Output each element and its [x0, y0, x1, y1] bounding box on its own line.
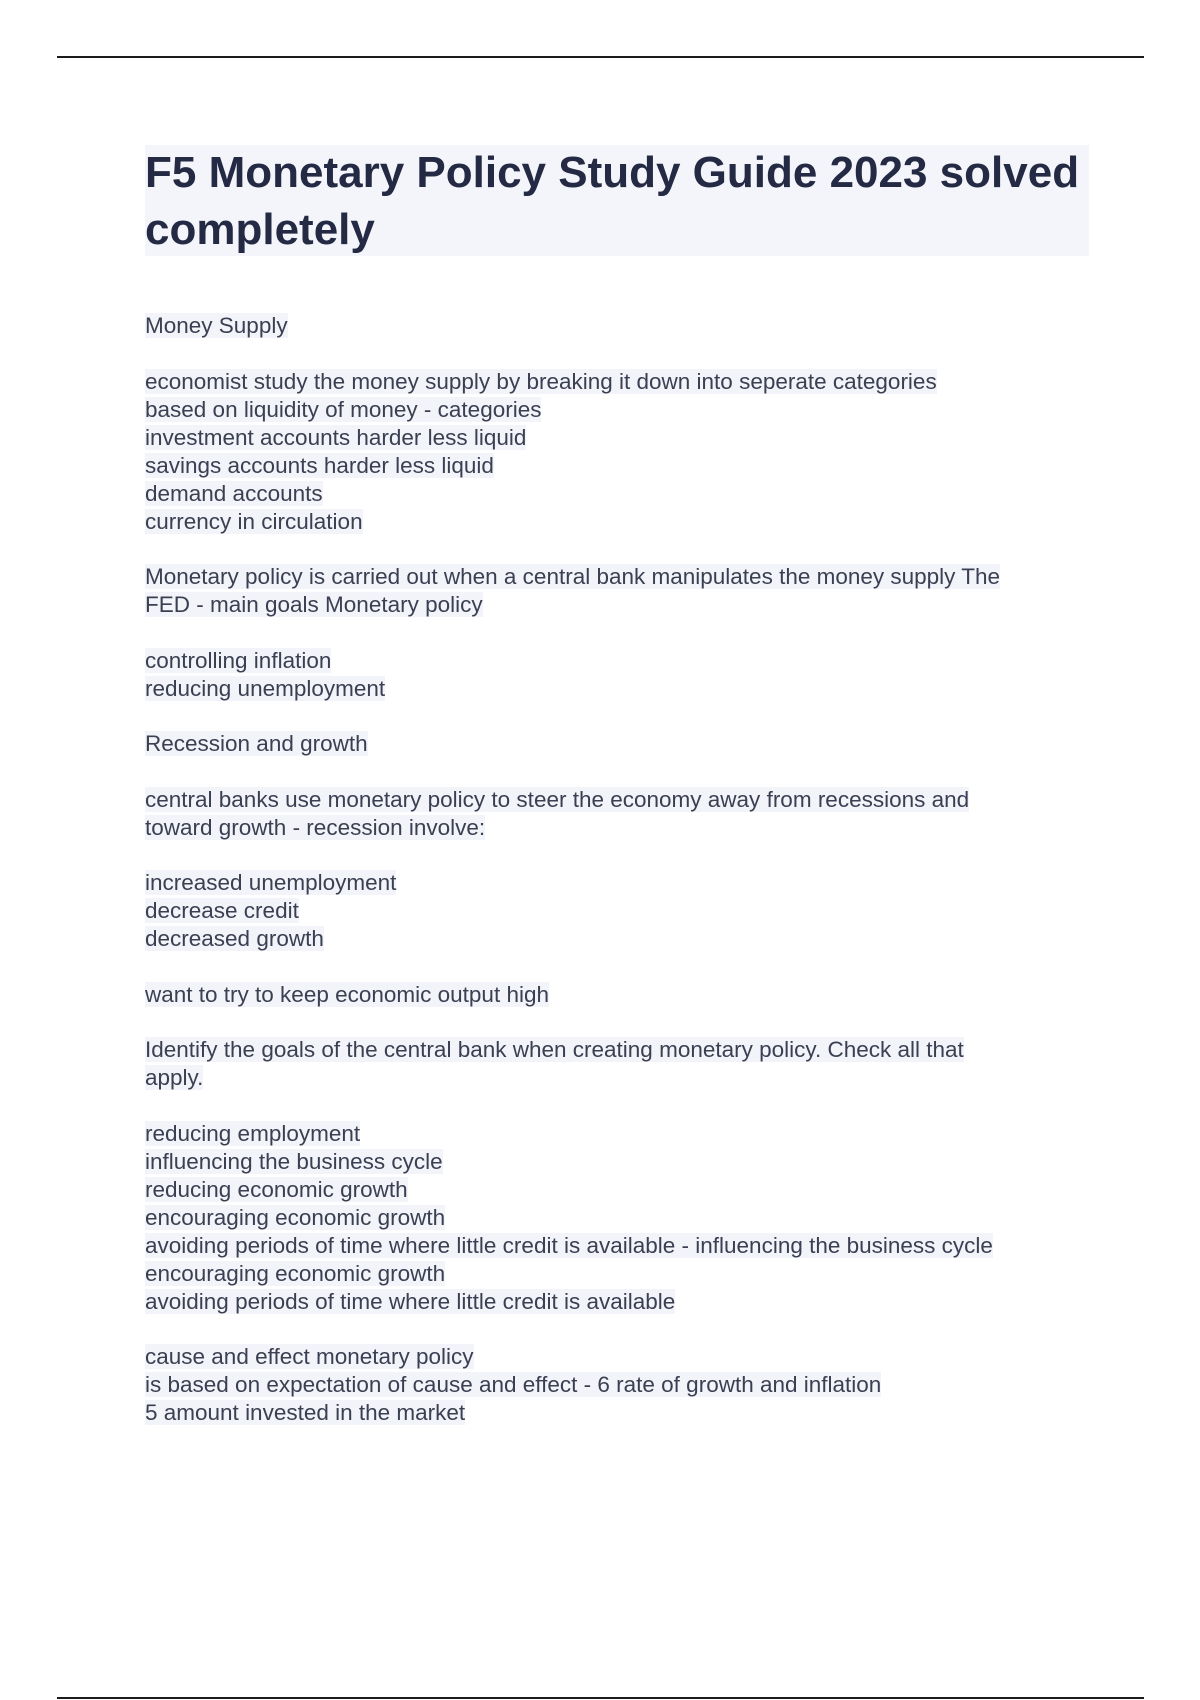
text-line: cause and effect monetary policy — [145, 1344, 474, 1369]
text-line: Identify the goals of the central bank when creating monetary policy. Check all that — [145, 1037, 964, 1062]
text-line: Recession and growth — [145, 731, 368, 756]
text-line: reducing unemployment — [145, 675, 386, 701]
answer-money-supply — [145, 368, 1089, 536]
text-line: reducing economic growth — [145, 1176, 408, 1202]
text-line: decreased growth — [145, 926, 324, 951]
text-line: controlling inflation — [145, 647, 332, 673]
text-line: currency in circulation — [145, 508, 363, 534]
text-line: increased unemployment — [145, 870, 397, 895]
text-line: economist study the money supply by breaking it down into seperate categories — [145, 368, 937, 394]
top-rule — [57, 56, 1144, 58]
text-line: Monetary policy is carried out when a central bank manipulates the money supply The — [145, 564, 1001, 589]
answer-recession — [145, 869, 1089, 953]
text-line: Money Supply — [145, 313, 288, 338]
text-line: savings accounts harder less liquid — [145, 452, 494, 478]
text-line: want to try to keep economic output high — [145, 981, 549, 1007]
text-line: FED - main goals Monetary policy — [145, 592, 483, 617]
text-line: based on liquidity of money - categories — [145, 396, 542, 422]
text-line: toward growth - recession involve: — [145, 814, 486, 840]
text-line: influencing the business cycle — [145, 1148, 443, 1174]
document-body — [145, 312, 1089, 1455]
text-line: encouraging economic growth — [145, 1204, 446, 1230]
question-money-supply — [145, 312, 1089, 340]
question-monetary-policy — [145, 563, 1089, 619]
question-recession-growth — [145, 730, 1089, 758]
text-line: reducing employment — [145, 1120, 361, 1146]
question-central-banks — [145, 786, 1089, 842]
text-line: central banks use monetary policy to steer the economy away from recessions and — [145, 786, 970, 812]
text-line: encouraging economic growth — [145, 1260, 446, 1286]
answer-identify-goals — [145, 1120, 1089, 1316]
text-line: is based on expectation of cause and effect - 6 rate of growth and inflation — [145, 1372, 882, 1397]
text-line: decrease credit — [145, 898, 299, 923]
answer-monetary-policy — [145, 647, 1089, 703]
answer-economic-output — [145, 981, 1089, 1009]
question-cause-effect — [145, 1343, 1089, 1427]
page-title: F5 Monetary Policy Study Guide 2023 solved completely — [145, 148, 1080, 254]
text-line: investment accounts harder less liquid — [145, 424, 527, 450]
bottom-rule — [57, 1697, 1144, 1699]
text-line: avoiding periods of time where little credit is available - influencing the business cycle — [145, 1232, 993, 1258]
text-line: 5 amount invested in the market — [145, 1400, 466, 1425]
text-line: avoiding periods of time where little credit is available — [145, 1288, 676, 1314]
text-line: demand accounts — [145, 480, 323, 506]
text-line: apply. — [145, 1065, 204, 1090]
question-identify-goals — [145, 1036, 1089, 1092]
